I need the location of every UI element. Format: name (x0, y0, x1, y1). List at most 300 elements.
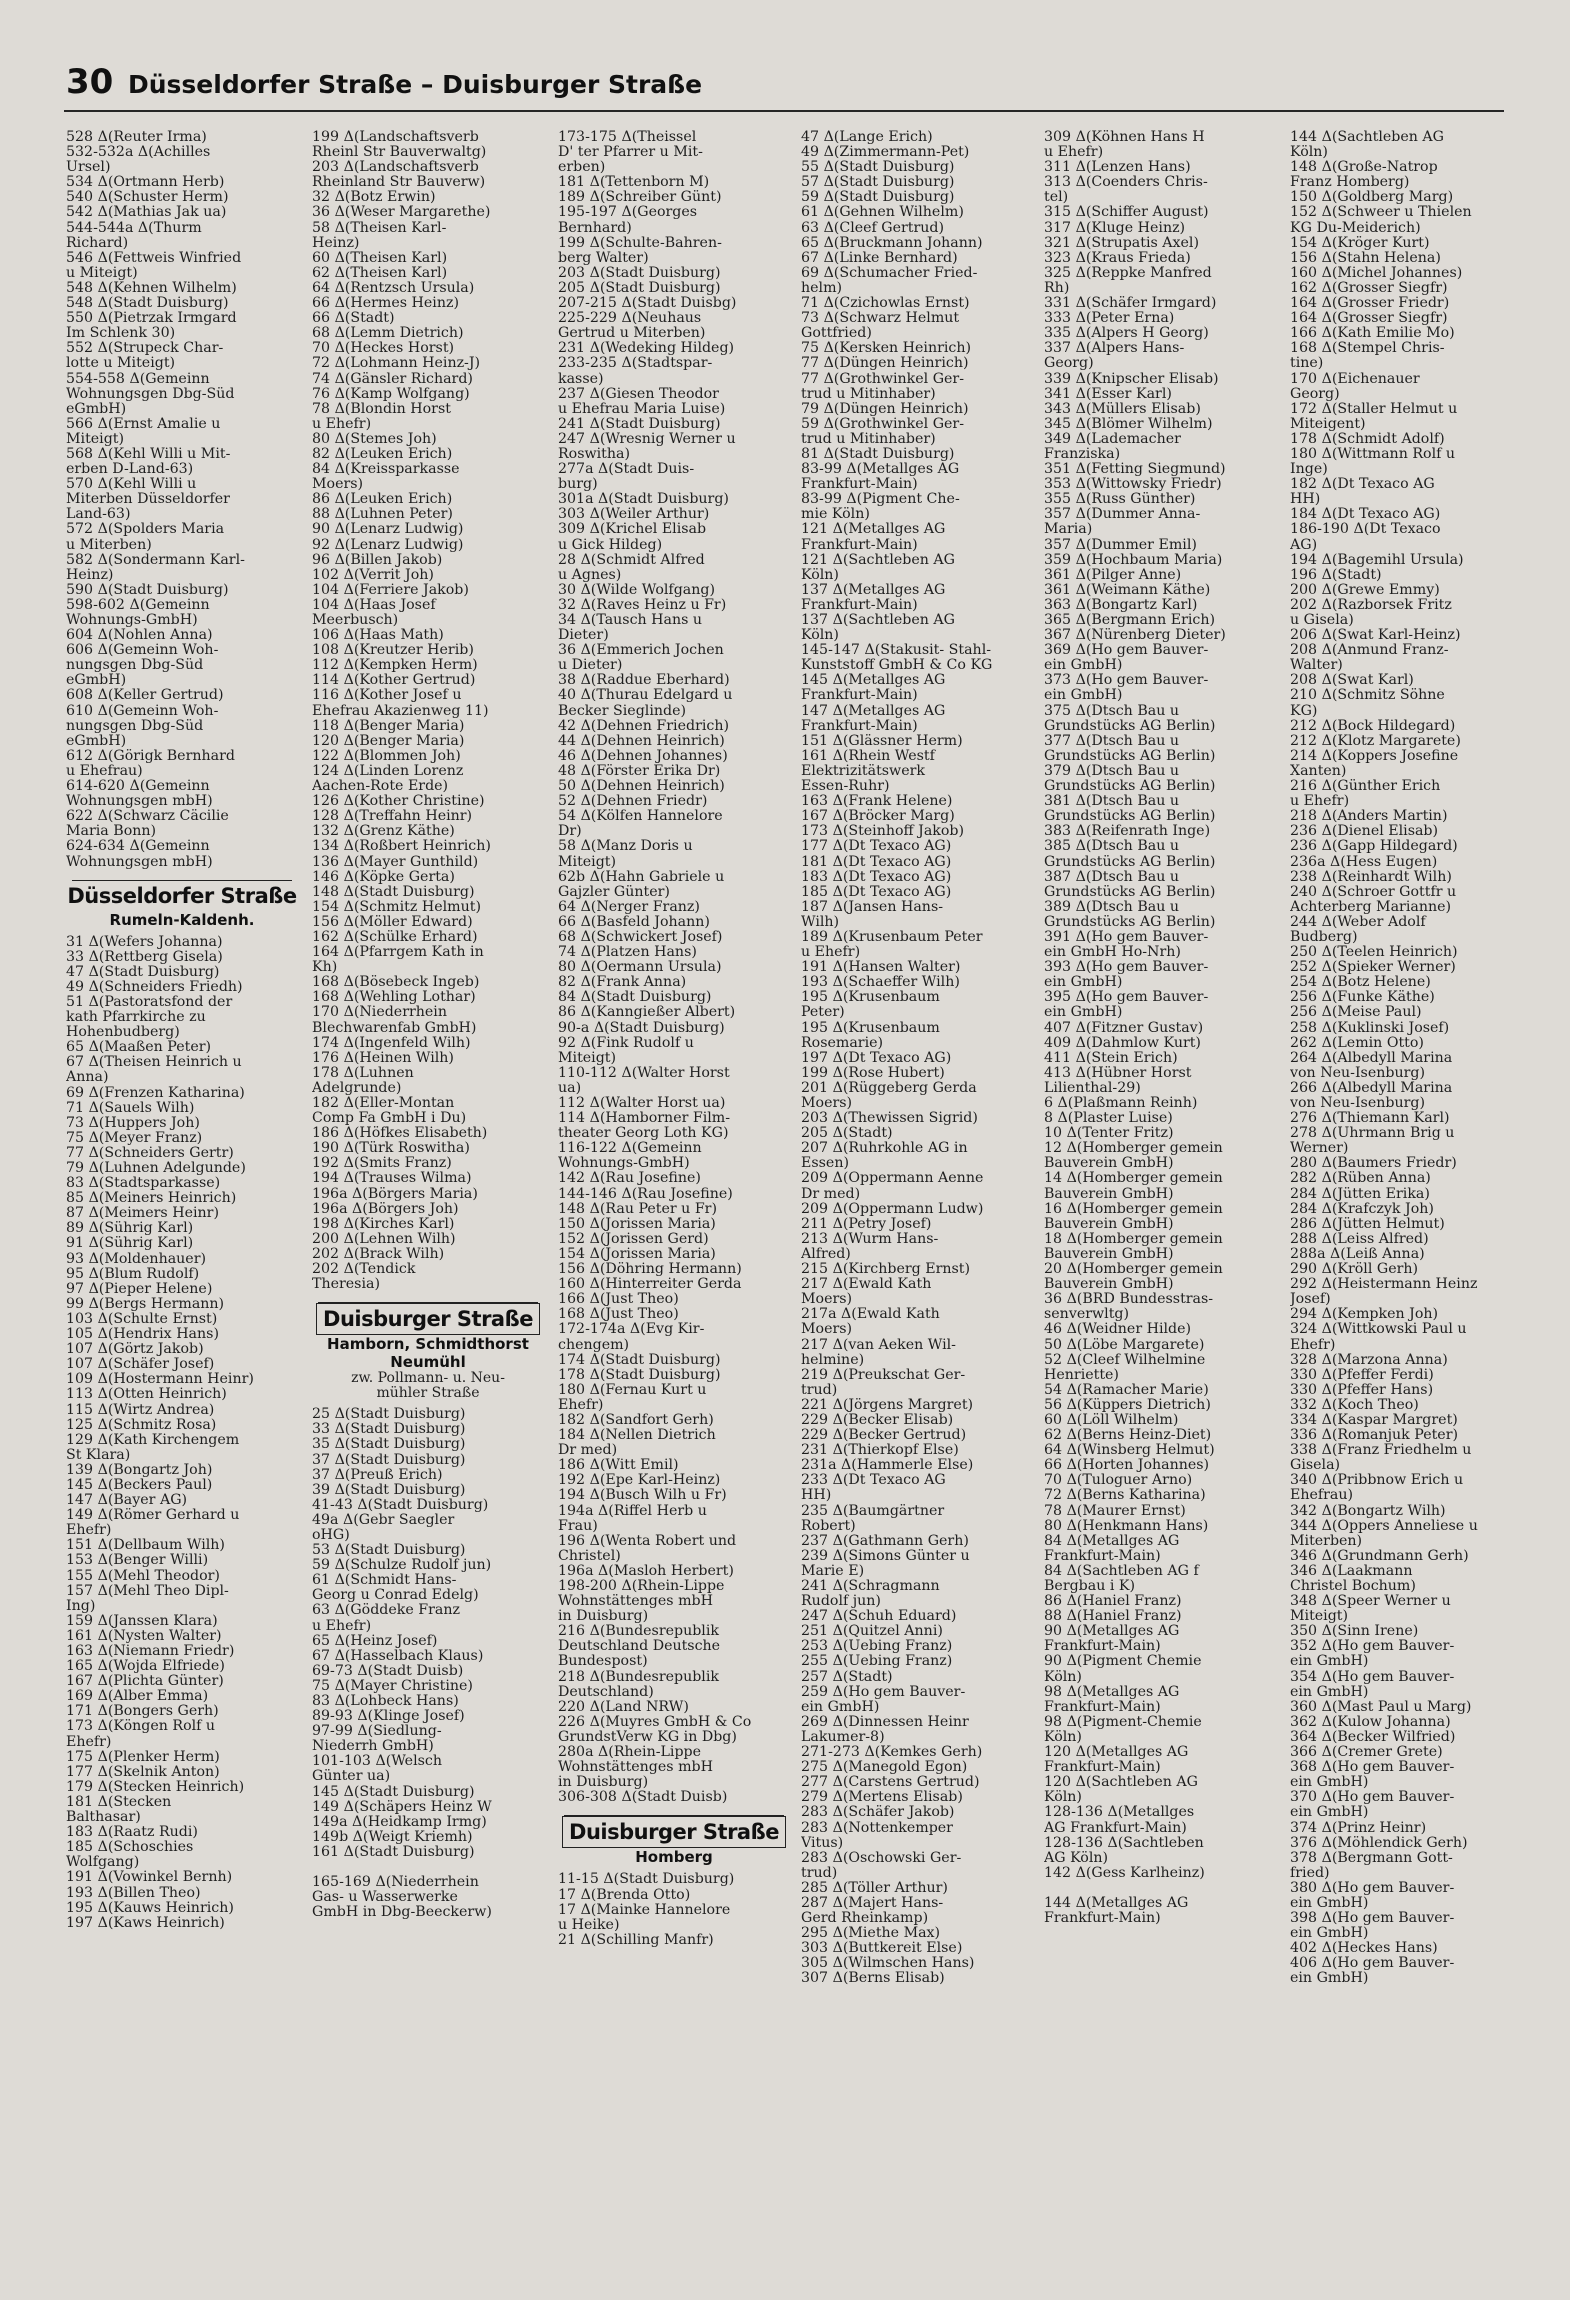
address-entry: Robert) (801, 1518, 856, 1534)
address-entry: Essen) (801, 1156, 849, 1172)
address-entry: 532-532a Δ(Achilles (66, 145, 211, 161)
address-entry: 301a Δ(Stadt Duisburg) (558, 492, 729, 508)
address-entry: u Ehefr) (312, 416, 372, 432)
address-entry: 203 Δ(Stadt Duisburg) (558, 265, 721, 281)
address-entry: 239 Δ(Simons Günter u (801, 1548, 970, 1564)
address-entry: 363 Δ(Bongartz Karl) (1044, 597, 1198, 613)
address-entry: Frankfurt-Main) (801, 537, 918, 553)
address-entry: 106 Δ(Haas Math) (312, 628, 444, 644)
address-entry: erben) (558, 160, 606, 176)
address-entry: 290 Δ(Kröll Gerh) (1290, 1262, 1419, 1278)
address-entry: Bundespost) (558, 1654, 648, 1670)
address-entry: 156 Δ(Stahn Helena) (1290, 250, 1441, 266)
address-entry: 98 Δ(Pigment-Chemie (1044, 1714, 1202, 1730)
address-entry: Frankfurt-Main) (1044, 1699, 1161, 1715)
address-entry: Georg) (1290, 386, 1340, 402)
address-entry: 33 Δ(Rettberg Gisela) (66, 949, 223, 965)
address-entry: 149 Δ(Schäpers Heinz W (312, 1799, 492, 1815)
address-entry: Miterben) (1290, 1533, 1363, 1549)
address-entry: 61 Δ(Schmidt Hans- (312, 1573, 457, 1589)
address-entry: 34 Δ(Tausch Hans u (558, 613, 703, 628)
address-entry: 216 Δ(Bundesrepublik (558, 1624, 719, 1640)
address-entry: 354 Δ(Ho gem Bauver- (1290, 1669, 1455, 1685)
address-entry: 321 Δ(Strupatis Axel) (1044, 235, 1199, 251)
address-entry: 219 Δ(Preukschat Ger- (801, 1367, 966, 1383)
address-entry: 110-112 Δ(Walter Horst (558, 1065, 730, 1081)
address-entry: 66 Δ(Basfeld Johann) (558, 914, 710, 930)
address-entry: 237 Δ(Giesen Theodor (558, 386, 719, 402)
address-entry: 197 Δ(Kaws Heinrich) (66, 1915, 225, 1931)
address-entry: 337 Δ(Alpers Hans- (1044, 341, 1185, 357)
address-entry: Anna) (66, 1070, 109, 1086)
address-entry: kath Pfarrkirche zu (66, 1010, 206, 1026)
address-entry: Wohnstättenges mbH (558, 1594, 713, 1610)
address-entry: 373 Δ(Ho gem Bauver- (1044, 673, 1209, 689)
address-entry: 361 Δ(Weimann Käthe) (1044, 582, 1211, 598)
address-entry: eGmbH) (66, 733, 127, 749)
address-entry: Gerd Rheinkamp) (801, 1911, 929, 1927)
address-entry: 85 Δ(Meiners Heinrich) (66, 1191, 237, 1207)
address-entry: 80 Δ(Stemes Joh) (312, 431, 437, 447)
address-entry: 220 Δ(Land NRW) (558, 1699, 689, 1715)
address-entry: 317 Δ(Kluge Heinz) (1044, 220, 1186, 236)
address-entry: 546 Δ(Fettweis Winfried (66, 250, 242, 266)
address-entry: 411 Δ(Stein Erich) (1044, 1050, 1178, 1066)
address-entry: 58 Δ(Manz Doris u (558, 839, 693, 855)
address-entry: 340 Δ(Pribbnow Erich u (1290, 1473, 1464, 1489)
address-entry: 254 Δ(Botz Helene) (1290, 975, 1431, 991)
address-entry: 30 Δ(Wilde Wolfgang) (558, 582, 715, 598)
address-entry: Bauverein GmbH) (1044, 1246, 1174, 1262)
address-entry: 114 Δ(Hamborner Film- (558, 1111, 731, 1127)
address-entry: 606 Δ(Gemeinn Woh- (66, 643, 219, 659)
address-entry: Essen-Ruhr) (801, 779, 890, 795)
address-entry: 80 Δ(Oermann Ursula) (558, 960, 722, 976)
address-entry: 554-558 Δ(Gemeinn (66, 371, 210, 387)
address-entry: Frankfurt-Main) (1044, 1760, 1161, 1776)
address-entry: 90 Δ(Lenarz Ludwig) (312, 522, 464, 538)
address-entry: 67 Δ(Theisen Heinrich u (66, 1055, 242, 1071)
address-entry: 196a Δ(Masloh Herbert) (558, 1563, 734, 1579)
address-entry: 199 Δ(Schulte-Bahren- (558, 235, 722, 251)
address-entry: 612 Δ(Görigk Bernhard (66, 748, 235, 764)
address-entry: 116-122 Δ(Gemeinn (558, 1141, 702, 1157)
address-entry: 348 Δ(Speer Werner u (1290, 1594, 1451, 1610)
address-entry: ein GmbH) (1290, 1895, 1369, 1911)
address-entry: 350 Δ(Sinn Irene) (1290, 1624, 1419, 1640)
address-entry: 75 Δ(Meyer Franz) (66, 1130, 203, 1146)
address-entry: St Klara) (66, 1447, 131, 1463)
address-entry: 287 Δ(Majert Hans- (801, 1895, 944, 1911)
district-name: Homberg (635, 1848, 713, 1867)
address-entry: 184 Δ(Dt Texaco AG) (1290, 507, 1441, 523)
address-entry: 149b Δ(Weigt Kriemh) (312, 1829, 473, 1845)
address-entry: 236 Δ(Gapp Hildegard) (1290, 839, 1458, 855)
address-entry: 66 Δ(Horten Johannes) (1044, 1458, 1210, 1474)
address-entry: 64 Δ(Winsberg Helmut) (1044, 1443, 1215, 1459)
address-entry: 325 Δ(Reppke Manfred (1044, 265, 1212, 281)
page-header (64, 58, 1504, 112)
address-entry: 241 Δ(Stadt Duisburg) (558, 416, 721, 432)
address-entry: 132 Δ(Grenz Käthe) (312, 824, 455, 840)
address-entry: 191 Δ(Hansen Walter) (801, 960, 961, 976)
address-entry: 63 Δ(Göddeke Franz (312, 1603, 460, 1619)
address-entry: 180 Δ(Wittmann Rolf u (1290, 446, 1455, 462)
address-entry: 194 Δ(Busch Wilh u Fr) (558, 1488, 727, 1504)
address-entry: Franz Homberg) (1290, 175, 1410, 191)
address-entry: Ehefrau Akazienweg 11) (312, 703, 489, 719)
address-entry: 375 Δ(Dtsch Bau u (1044, 703, 1179, 719)
address-entry: 598-602 Δ(Gemeinn (66, 597, 210, 613)
address-entry: Christel) (558, 1548, 621, 1564)
address-entry: Dieter) (558, 628, 609, 644)
address-entry: 83-99 Δ(Pigment Che- (801, 492, 960, 508)
address-entry: 66 Δ(Hermes Heinz) (312, 296, 459, 312)
address-entry: 69 Δ(Schumacher Fried- (801, 265, 978, 281)
address-entry: 88 Δ(Luhnen Peter) (312, 507, 453, 523)
address-entry: 38 Δ(Raddue Eberhard) (558, 673, 730, 689)
address-entry: Wolfgang) (66, 1855, 140, 1871)
address-entry: 40 Δ(Thurau Edelgard u (558, 688, 733, 704)
address-entry: 46 Δ(Dehnen Johannes) (558, 748, 728, 764)
address-entry: 202 Δ(Razborsek Fritz (1290, 597, 1452, 613)
address-entry: 86 Δ(Kanngießer Albert) (558, 1005, 736, 1021)
address-entry: Kunststoff GmbH & Co KG (801, 658, 993, 674)
address-entry: 55 Δ(Stadt Duisburg) (801, 160, 955, 176)
address-entry: 179 Δ(Stecken Heinrich) (66, 1779, 245, 1795)
address-entry: 258 Δ(Kuklinski Josef) (1290, 1020, 1450, 1036)
address-entry: 62 Δ(Berns Heinz-Diet) (1044, 1428, 1212, 1444)
address-entry: Wohnungs-GmbH) (558, 1156, 690, 1172)
address-entry: 103 Δ(Schulte Ernst) (66, 1311, 218, 1327)
address-entry: 16 Δ(Homberger gemein (1044, 1201, 1223, 1217)
address-entry: Grundstücks AG Berlin) (1044, 718, 1216, 734)
address-entry: 67 Δ(Hasselbach Klaus) (312, 1648, 484, 1664)
address-entry: 229 Δ(Becker Elisab) (801, 1412, 954, 1428)
address-entry: Maria Bonn) (66, 824, 157, 840)
address-entry: 152 Δ(Schweer u Thielen (1290, 205, 1472, 221)
address-entry: 280 Δ(Baumers Friedr) (1290, 1156, 1457, 1172)
address-entry: 256 Δ(Funke Käthe) (1290, 990, 1435, 1006)
address-entry: 36 Δ(Weser Margarethe) (312, 205, 491, 221)
address-entry: 154 Δ(Kröger Kurt) (1290, 235, 1430, 251)
address-entry: Henriette) (1044, 1367, 1119, 1383)
address-entry: 67 Δ(Linke Bernhard) (801, 250, 958, 266)
address-entry: 84 Δ(Metallges AG (1044, 1533, 1180, 1549)
address-entry: 186 Δ(Witt Emil) (558, 1458, 679, 1474)
address-entry: 395 Δ(Ho gem Bauver- (1044, 990, 1209, 1006)
address-entry: 56 Δ(Küppers Dietrich) (1044, 1397, 1211, 1413)
address-entry: 11-15 Δ(Stadt Duisburg) (558, 1872, 735, 1888)
address-entry: 294 Δ(Kempken Joh) (1290, 1307, 1439, 1323)
address-entry: 169 Δ(Alber Emma) (66, 1689, 209, 1705)
address-entry: 18 Δ(Homberger gemein (1044, 1231, 1223, 1247)
address-entry: 65 Δ(Heinz Josef) (312, 1633, 438, 1649)
address-entry: Gisela) (1290, 1458, 1341, 1474)
address-entry: 359 Δ(Hochbaum Maria) (1044, 552, 1223, 568)
address-entry: 137 Δ(Sachtleben AG (801, 613, 955, 628)
address-entry: 383 Δ(Reifenrath Inge) (1044, 824, 1211, 840)
address-entry: 205 Δ(Stadt Duisburg) (558, 280, 721, 296)
address-entry: 211 Δ(Petry Josef) (801, 1216, 932, 1232)
address-entry: 284 Δ(Jütten Erika) (1290, 1186, 1430, 1202)
address-entry: 226 Δ(Muyres GmbH & Co (558, 1714, 752, 1730)
address-entry: 196a Δ(Börgers Maria) (312, 1186, 478, 1202)
address-entry: Kh) (312, 960, 338, 976)
address-entry: 165-169 Δ(Niederrhein (312, 1875, 479, 1891)
address-entry: 229 Δ(Becker Gertrud) (801, 1428, 967, 1444)
address-entry: Peter) (801, 1005, 845, 1021)
address-entry: Grundstücks AG Berlin) (1044, 809, 1216, 825)
address-entry: Heinz) (66, 567, 114, 583)
address-entry: 65 Δ(Bruckmann Johann) (801, 235, 983, 251)
address-entry: 86 Δ(Haniel Franz) (1044, 1594, 1182, 1610)
address-entry: Gajzler Günter) (558, 884, 670, 900)
address-entry: 44 Δ(Dehnen Heinrich) (558, 733, 725, 749)
address-entry: Köln) (801, 567, 839, 583)
address-entry: Budberg) (1290, 929, 1358, 945)
address-entry: chengem) (558, 1337, 630, 1353)
address-entry: Wohnstättenges mbH (558, 1760, 713, 1776)
address-entry: Elektrizitätswerk (801, 763, 925, 779)
address-entry: 295 Δ(Miethe Max) (801, 1926, 941, 1942)
address-entry: 198-200 Δ(Rhein-Lippe (558, 1579, 725, 1594)
address-entry: 172-174a Δ(Evg Kir- (558, 1322, 705, 1338)
address-entry: Marie E) (801, 1563, 865, 1579)
address-entry: 374 Δ(Prinz Heinr) (1290, 1820, 1427, 1836)
address-entry: 241 Δ(Schragmann (801, 1579, 940, 1594)
address-entry: Bauverein GmbH) (1044, 1156, 1174, 1172)
address-entry: 338 Δ(Franz Friedhelm u (1290, 1443, 1472, 1459)
address-entry: Inge) (1290, 462, 1328, 478)
address-entry: 168 Δ(Wehling Lothar) (312, 990, 476, 1006)
address-entry: 402 Δ(Heckes Hans) (1290, 1941, 1438, 1957)
address-entry: 257 Δ(Stadt) (801, 1669, 893, 1685)
address-entry: 52 Δ(Dehnen Friedr) (558, 794, 708, 810)
address-entry: von Neu-Isenburg) (1290, 1065, 1425, 1081)
address-entry: 361 Δ(Pilger Anne) (1044, 567, 1182, 583)
address-entry: Vitus) (801, 1835, 844, 1851)
address-entry: 72 Δ(Lohmann Heinz-J) (312, 356, 481, 372)
address-entry: 50 Δ(Löbe Margarete) (1044, 1337, 1205, 1353)
address-entry: 209 Δ(Oppermann Aenne (801, 1171, 984, 1187)
address-entry: 206 Δ(Swat Karl-Heinz) (1290, 628, 1461, 644)
address-entry: Richard) (66, 235, 129, 251)
address-entry: 238 Δ(Reinhardt Wilh) (1290, 869, 1452, 885)
address-entry: 341 Δ(Esser Karl) (1044, 386, 1172, 402)
address-entry: 78 Δ(Blondin Horst (312, 401, 451, 417)
address-entry: 52 Δ(Cleef Wilhelmine (1044, 1352, 1206, 1368)
address-entry: 154 Δ(Jorissen Maria) (558, 1246, 716, 1262)
address-entry: Grundstücks AG Berlin) (1044, 748, 1216, 764)
address-entry: Dr) (558, 824, 582, 840)
address-entry: 284 Δ(Krafczyk Joh) (1290, 1201, 1434, 1217)
address-entry: 92 Δ(Lenarz Ludwig) (312, 537, 464, 553)
address-entry: 175 Δ(Plenker Herm) (66, 1749, 220, 1765)
address-entry: 351 Δ(Fetting Siegmund) (1044, 462, 1226, 478)
address-entry: 334 Δ(Kaspar Margret) (1290, 1412, 1458, 1428)
address-entry: 81 Δ(Stadt Duisburg) (801, 446, 955, 462)
street-name: Duisburger Straße (316, 1303, 540, 1335)
address-entry: Grundstücks AG Berlin) (1044, 914, 1216, 930)
address-entry: 128-136 Δ(Sachtleben (1044, 1835, 1204, 1851)
address-entry: ein GmbH) (1290, 1926, 1369, 1942)
address-entry: 332 Δ(Koch Theo) (1290, 1397, 1419, 1413)
address-entry: 148 Δ(Große-Natrop (1290, 160, 1438, 176)
address-entry: 145 Δ(Metallges AG (801, 673, 946, 689)
address-entry: Heinz) (312, 235, 360, 251)
address-entry: 256 Δ(Meise Paul) (1290, 1005, 1422, 1021)
address-entry: 17 Δ(Brenda Otto) (558, 1887, 691, 1903)
address-entry: helmine) (801, 1352, 865, 1368)
address-entry: 344 Δ(Oppers Anneliese u (1290, 1518, 1478, 1534)
address-entry: 62 Δ(Theisen Karl) (312, 265, 448, 281)
address-entry: eGmbH) (66, 673, 127, 689)
address-entry: 233-235 Δ(Stadtspar- (558, 356, 713, 372)
address-entry: 90 Δ(Metallges AG (1044, 1624, 1180, 1640)
address-entry: 173-175 Δ(Theissel (558, 130, 697, 145)
address-entry: 14 Δ(Homberger gemein (1044, 1171, 1223, 1187)
address-entry: 167 Δ(Bröcker Marg) (801, 809, 955, 825)
address-entry: 72 Δ(Berns Katharina) (1044, 1488, 1206, 1504)
address-entry: 200 Δ(Grewe Emmy) (1290, 582, 1440, 598)
address-entry: 114 Δ(Kother Gertrud) (312, 673, 476, 689)
address-entry: 305 Δ(Wilmschen Hans) (801, 1956, 975, 1972)
address-entry: 528 Δ(Reuter Irma) (66, 130, 207, 145)
address-entry: Bauverein GmbH) (1044, 1216, 1174, 1232)
address-entry: 86 Δ(Leuken Erich) (312, 492, 453, 508)
address-entry: 407 Δ(Fitzner Gustav) (1044, 1020, 1204, 1036)
address-entry: Miteigt) (558, 1050, 617, 1066)
address-entry: 194 Δ(Bagemihl Ursula) (1290, 552, 1464, 568)
directory-column-4 (801, 130, 1033, 1987)
address-entry: ein GmbH) (1290, 1775, 1369, 1791)
address-entry: 170 Δ(Eichenauer (1290, 371, 1420, 387)
address-entry: 17 Δ(Mainke Hannelore (558, 1902, 731, 1918)
address-entry: 54 Δ(Kölfen Hannelore (558, 809, 723, 825)
address-entry: 42 Δ(Dehnen Friedrich) (558, 718, 730, 734)
address-entry: 570 Δ(Kehl Willi u (66, 477, 197, 493)
address-entry: 147 Δ(Metallges AG (801, 703, 946, 719)
address-entry: 336 Δ(Romanjuk Peter) (1290, 1428, 1459, 1444)
address-entry: 236 Δ(Dienel Elisab) (1290, 824, 1439, 840)
address-entry: ein GmbH) (1044, 688, 1123, 704)
address-entry: Frankfurt-Main) (801, 597, 918, 613)
address-entry: 217 Δ(van Aeken Wil- (801, 1337, 956, 1353)
address-entry: 36 Δ(BRD Bundesstras- (1044, 1292, 1214, 1308)
address-entry: 353 Δ(Wittowsky Friedr) (1044, 477, 1222, 493)
address-entry: u Ehefr) (1290, 794, 1350, 810)
street-note: zw. Pollmann- u. Neu- mühler Straße (351, 1370, 505, 1402)
address-entry: 236a Δ(Hess Eugen) (1290, 854, 1438, 870)
address-entry: tine) (1290, 356, 1324, 372)
address-entry: 323 Δ(Kraus Frieda) (1044, 250, 1191, 266)
address-entry: HH) (1290, 492, 1321, 508)
address-entry: 534 Δ(Ortmann Herb) (66, 175, 225, 191)
address-entry: Aachen-Rote Erde) (312, 779, 449, 795)
address-entry: u Ehefr) (312, 1618, 372, 1634)
address-entry: 279 Δ(Mertens Elisab) (801, 1790, 963, 1806)
address-entry: 48 Δ(Förster Erika Dr) (558, 763, 721, 779)
address-entry: Wohnungsgen mbH) (66, 854, 213, 870)
address-entry: 164 Δ(Pfarrgem Kath in (312, 945, 484, 961)
address-entry: 253 Δ(Uebing Franz) (801, 1639, 953, 1655)
address-entry: 271-273 Δ(Kemkes Gerh) (801, 1745, 983, 1761)
address-entry: AG) (1290, 537, 1318, 553)
address-entry: Köln) (1044, 1669, 1082, 1685)
address-entry: 144-146 Δ(Rau Josefine) (558, 1186, 733, 1202)
address-entry: Wohnungsgen Dbg-Süd (66, 386, 235, 402)
address-entry: 352 Δ(Ho gem Bauver- (1290, 1639, 1455, 1655)
address-entry: 198 Δ(Kirches Karl) (312, 1216, 455, 1232)
address-entry: 96 Δ(Billen Jakob) (312, 552, 443, 568)
address-entry: u Agnes) (558, 567, 622, 583)
address-entry: 182 Δ(Dt Texaco AG (1290, 477, 1435, 493)
address-entry: 566 Δ(Ernst Amalie u (66, 416, 221, 432)
address-entry: 82 Δ(Frank Anna) (558, 975, 687, 991)
address-entry: 6 Δ(Plaßmann Reinh) (1044, 1096, 1198, 1111)
address-entry: 168 Δ(Bösebeck Ingeb) (312, 975, 480, 991)
address-entry: 142 Δ(Gess Karlheinz) (1044, 1865, 1205, 1881)
address-entry: 218 Δ(Bundesrepublik (558, 1669, 719, 1685)
address-entry: HH) (801, 1488, 832, 1504)
address-entry: 217 Δ(Ewald Kath (801, 1277, 932, 1293)
address-entry: u Gisela) (1290, 613, 1354, 628)
address-entry: Miteigt) (66, 431, 125, 447)
address-entry: 163 Δ(Niemann Friedr) (66, 1644, 235, 1659)
address-entry: Lakumer-8) (801, 1729, 885, 1745)
address-entry: 210 Δ(Schmitz Söhne (1290, 688, 1445, 704)
address-entry: 364 Δ(Becker Wilfried) (1290, 1729, 1456, 1745)
address-entry: Rheinland Str Bauverw) (312, 175, 486, 191)
address-entry: 233 Δ(Dt Texaco AG (801, 1473, 946, 1489)
address-entry: theater Georg Loth KG) (558, 1126, 729, 1142)
address-entry: 136 Δ(Mayer Gunthild) (312, 854, 479, 870)
address-entry: trud u Mitinhaber) (801, 431, 936, 447)
address-entry: 207 Δ(Ruhrkohle AG in (801, 1141, 968, 1157)
address-entry: 73 Δ(Schwarz Helmut (801, 311, 960, 327)
address-entry: 155 Δ(Mehl Theodor) (66, 1568, 220, 1584)
street-name: Düsseldorfer Straße (67, 883, 297, 908)
address-entry: KG Du-Meiderich) (1290, 220, 1421, 236)
address-entry: 59 Δ(Stadt Duisburg) (801, 190, 955, 206)
address-entry: Miteigt) (558, 854, 617, 870)
address-entry: 194 Δ(Trauses Wilma) (312, 1171, 472, 1187)
address-entry: 550 Δ(Pietrzak Irmgard (66, 311, 237, 327)
address-entry: 51 Δ(Pastoratsfond der (66, 994, 233, 1010)
address-entry: Wilh) (801, 914, 840, 930)
address-entry: 154 Δ(Schmitz Helmut) (312, 899, 481, 915)
address-entry: 192 Δ(Smits Franz) (312, 1156, 452, 1172)
address-entry: 144 Δ(Metallges AG (1044, 1895, 1189, 1911)
address-entry: 84 Δ(Stadt Duisburg) (558, 990, 712, 1006)
address-entry: Becker Sieglinde) (558, 703, 687, 719)
address-entry: 184 Δ(Nellen Dietrich (558, 1428, 716, 1444)
address-entry: 178 Δ(Stadt Duisburg) (558, 1367, 721, 1383)
address-entry: Georg) (1044, 356, 1094, 372)
address-entry: 32 Δ(Raves Heinz u Fr) (558, 597, 727, 613)
address-entry: Miterben Düsseldorfer (66, 492, 230, 508)
address-entry: 112 Δ(Kempken Herm) (312, 658, 478, 674)
address-entry: 185 Δ(Dt Texaco AG) (801, 884, 952, 900)
address-entry: Im Schlenk 30) (66, 326, 176, 342)
address-entry: 156 Δ(Möller Edward) (312, 914, 473, 930)
address-entry: 161 Δ(Stadt Duisburg) (312, 1844, 475, 1860)
address-entry: 200 Δ(Lehnen Wilh) (312, 1231, 456, 1247)
address-entry: 367 Δ(Nürenberg Dieter) (1044, 628, 1226, 644)
address-entry: 82 Δ(Leuken Erich) (312, 446, 453, 462)
address-entry: 264 Δ(Albedyll Marina (1290, 1050, 1453, 1066)
